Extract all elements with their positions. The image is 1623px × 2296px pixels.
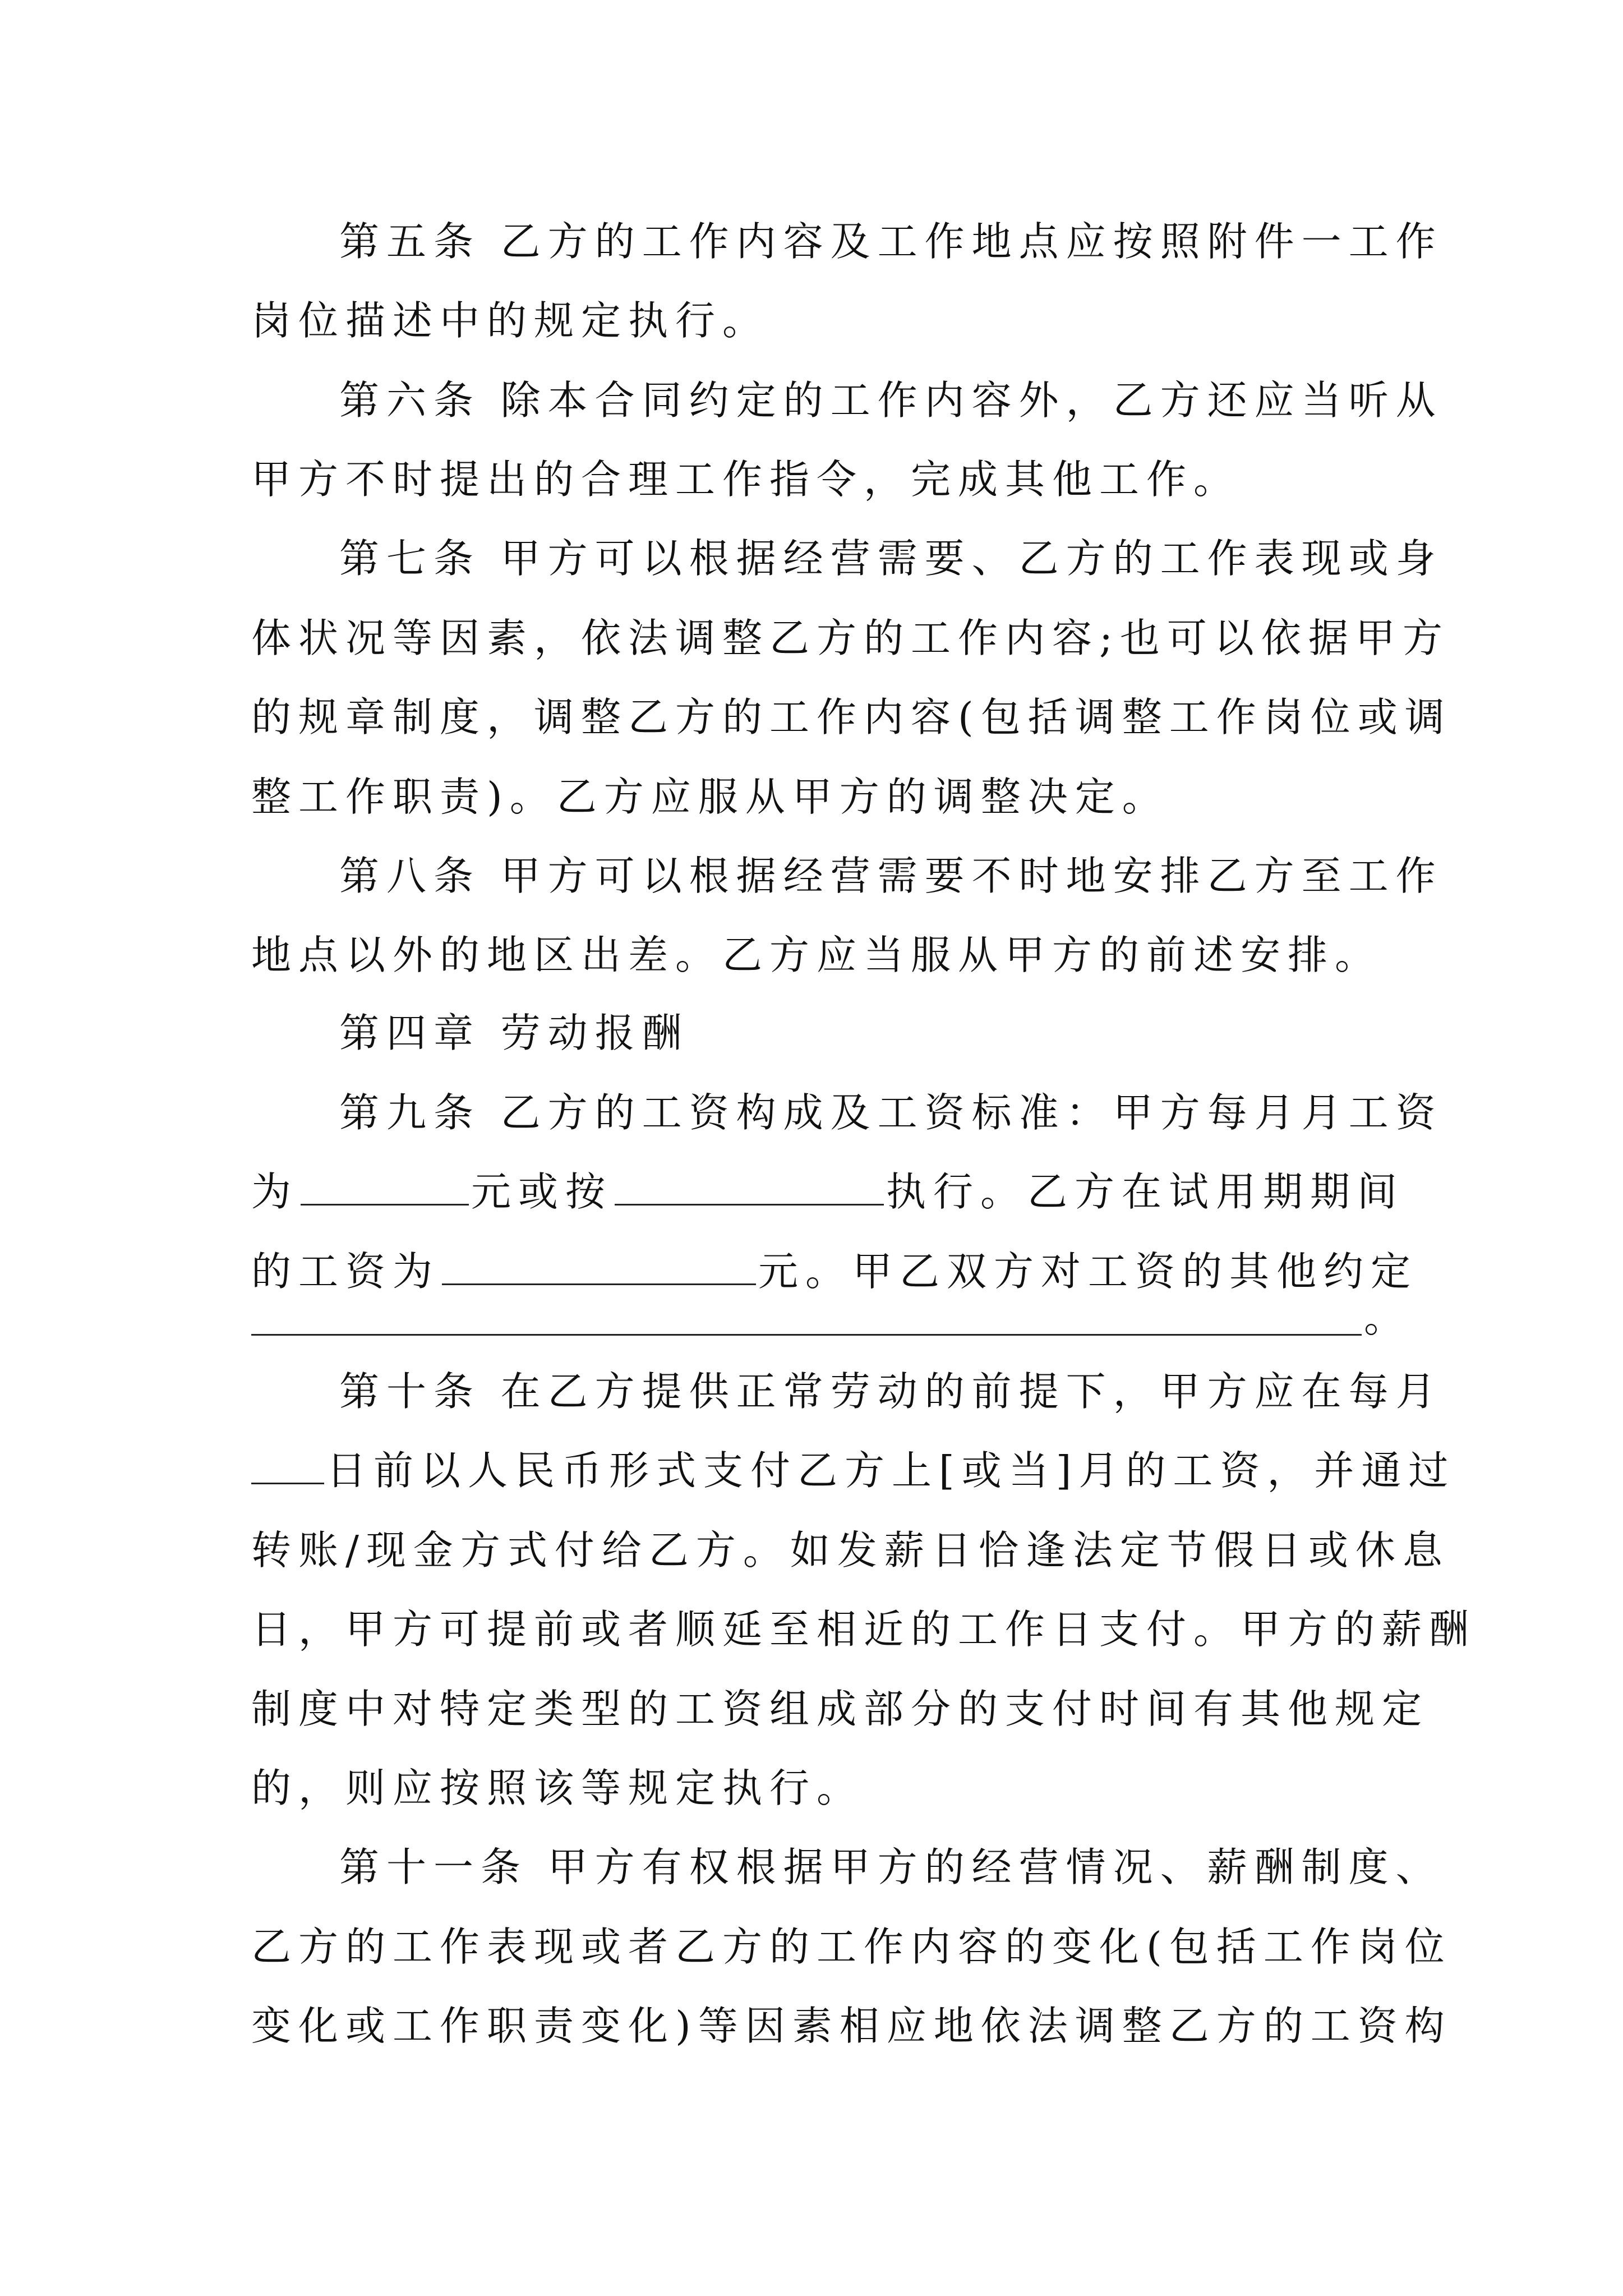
article-10-line-6: 的，则应按照该等规定执行。 [251,1765,864,1811]
article-8-line-1: 第八条 甲方可以根据经营需要不时地安排乙方至工作 [339,853,1443,899]
pay-day-blank[interactable] [251,1443,324,1484]
article-10-line-3: 转账/现金方式付给乙方。如发薪日恰逢法定节假日或休息 [251,1527,1450,1573]
article-7-line-2: 体状况等因素，依法调整乙方的工作内容;也可以依据甲方 [251,615,1450,661]
article-6-line-2: 甲方不时提出的合理工作指令，完成其他工作。 [251,456,1241,503]
article-10-line-5: 制度中对特定类型的工资组成部分的支付时间有其他规定 [251,1686,1430,1732]
article-10-line-2 [251,1437,1455,1504]
article-9-text-segment: 元。甲乙双方对工资的其他约定 [758,1248,1418,1295]
probation-salary-blank[interactable] [442,1244,756,1285]
article-7-line-3: 的规章制度，调整乙方的工作内容(包括调整工作岗位或调 [251,694,1452,740]
article-11-line-1: 第十一条 甲方有权根据甲方的经营情况、薪酬制度、 [339,1844,1443,1890]
article-10-line-1: 第十条 在乙方提供正常劳动的前提下，甲方应在每月 [339,1368,1443,1415]
article-10-line-4: 日，甲方可提前或者顺延至相近的工作日支付。甲方的薪酬 [251,1606,1477,1653]
article-9-line-1: 第九条 乙方的工资构成及工资标准：甲方每月月工资 [339,1089,1443,1136]
article-5-line-1: 第五条 乙方的工作内容及工作地点应按照附件一工作 [339,218,1443,265]
article-6-line-1: 第六条 除本合同约定的工作内容外，乙方还应当听从 [339,377,1443,424]
article-5-line-2: 岗位描述中的规定执行。 [251,297,770,344]
article-9-text-segment: 的工资为 [251,1248,440,1295]
article-11-line-3: 变化或工作职责变化)等因素相应地依法调整乙方的工资构 [251,2003,1452,2049]
article-9-text-segment: 为 [251,1168,299,1215]
article-8-line-2: 地点以外的地区出差。乙方应当服从甲方的前述安排。 [251,932,1382,978]
article-11-line-2: 乙方的工作表现或者乙方的工作内容的变化(包括工作岗位 [251,1924,1452,1970]
article-10-text-segment: 日前以人民币形式支付乙方上[或当]月的工资，并通过 [326,1447,1456,1494]
article-9-line-3 [251,1238,1418,1305]
article-9-line-2 [251,1158,1404,1226]
salary-basis-blank[interactable] [615,1165,884,1205]
other-salary-terms-blank[interactable] [251,1334,1362,1336]
chapter-4-heading: 第四章 劳动报酬 [339,1010,689,1056]
monthly-salary-blank[interactable] [301,1165,469,1205]
article-9-text-segment: 元或按 [471,1168,613,1215]
article-9-end-mark: 。 [1364,1295,1404,1341]
article-7-line-1: 第七条 甲方可以根据经营需要、乙方的工作表现或身 [339,535,1443,582]
article-7-line-4: 整工作职责)。乙方应服从甲方的调整决定。 [251,774,1169,820]
article-9-text-segment: 执行。乙方在试用期期间 [886,1168,1405,1215]
